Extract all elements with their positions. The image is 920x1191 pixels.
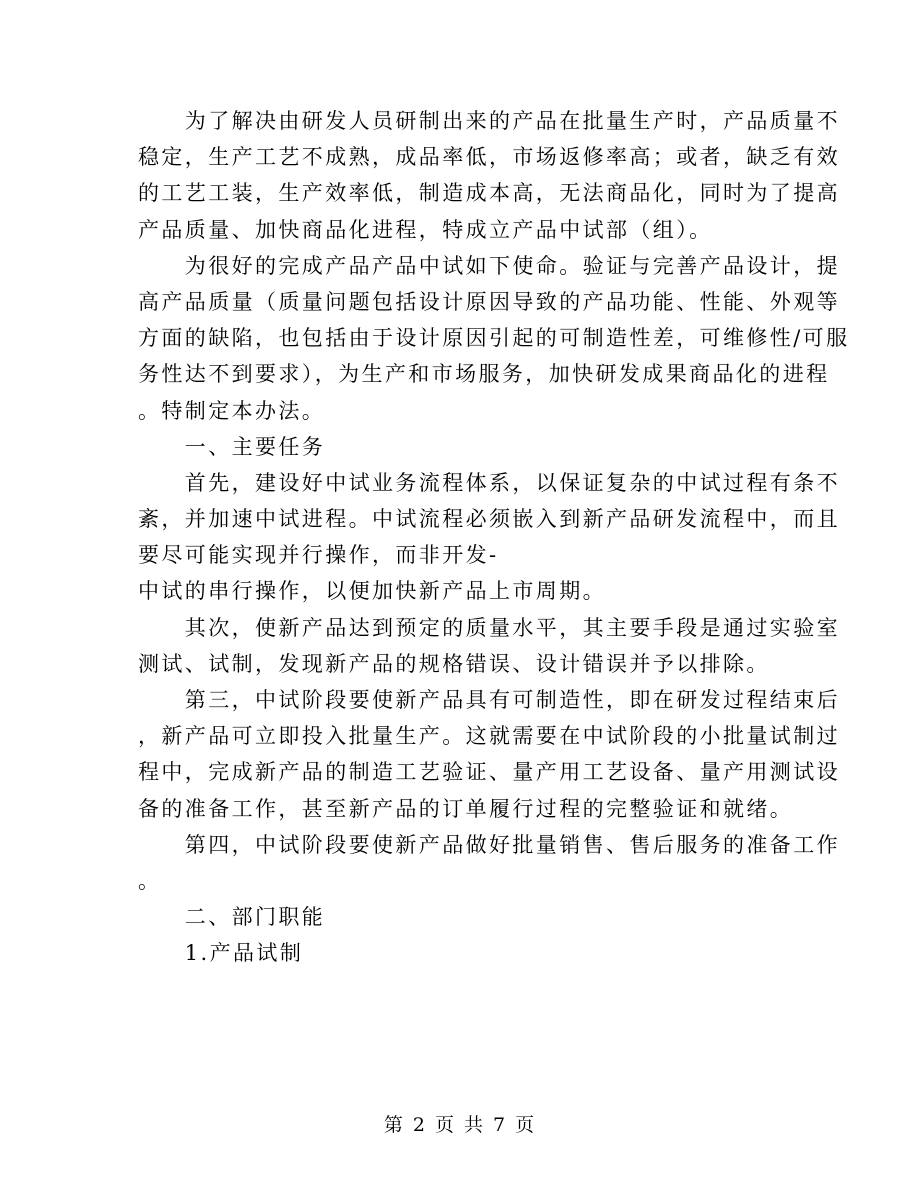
- section-heading-main-tasks: [138, 429, 788, 465]
- paragraph-mission: [138, 248, 850, 429]
- text-line: 一、主要任务: [138, 434, 326, 459]
- paragraph-task-fourth: [138, 827, 840, 899]
- text-line: 程中，完成新产品的制造工艺验证、量产用工艺设备、量产用测试设: [138, 760, 840, 785]
- text-line: 方面的缺陷，也包括由于设计原因引起的可制造性差，可维修性/可服: [138, 326, 850, 351]
- document-body: [138, 103, 850, 972]
- text-line: 的工艺工装，生产效率低，制造成本高，无法商品化，同时为了提高: [138, 181, 840, 206]
- paragraph-task-first: [138, 465, 840, 610]
- paragraph-task-second: [138, 610, 840, 682]
- text-line: 二、部门职能: [138, 905, 326, 930]
- text-line: 要尽可能实现并行操作，而非开发-: [138, 543, 499, 568]
- text-line: 1.产品试制: [138, 941, 304, 966]
- text-line: 其次，使新产品达到预定的质量水平，其主要手段是通过实验室: [138, 615, 840, 640]
- text-line: 紊，并加速中试进程。中试流程必须嵌入到新产品研发流程中，而且: [138, 507, 840, 532]
- text-line: 测试、试制，发现新产品的规格错误、设计错误并予以排除。: [138, 651, 770, 676]
- paragraph-task-third: [138, 682, 840, 827]
- subsection-heading-product-trial: [138, 935, 788, 971]
- text-line: 高产品质量（质量问题包括设计原因导致的产品功能、性能、外观等: [138, 289, 840, 314]
- text-line: 第三，中试阶段要使新产品具有可制造性，即在研发过程结束后: [138, 688, 840, 712]
- text-line: 中试的串行操作，以便加快新产品上市周期。: [138, 579, 606, 604]
- text-line: 第四，中试阶段要使新产品做好批量销售、售后服务的准备工作: [138, 832, 840, 857]
- text-line: 务性达不到要求），为生产和市场服务，加快研发成果商品化的进程: [138, 362, 830, 387]
- text-line: 备的准备工作，甚至新产品的订单履行过程的完整验证和就绪。: [138, 796, 794, 821]
- text-line: 产品质量、加快商品化进程，特成立产品中试部（组）。: [138, 217, 713, 242]
- page-number-footer: 第 2 页 共 7 页: [383, 1114, 537, 1136]
- paragraph-purpose: [138, 103, 840, 248]
- text-line: 首先，建设好中试业务流程体系，以保证复杂的中试过程有条不: [138, 470, 840, 495]
- text-line: ，新产品可立即投入批量生产。这就需要在中试阶段的小批量试制过: [138, 724, 840, 749]
- text-line: 稳定，生产工艺不成熟，成品率低，市场返修率高；或者，缺乏有效: [138, 145, 840, 170]
- text-line: 。特制定本办法。: [138, 398, 326, 423]
- text-line: 为很好的完成产品产品中试如下使命。验证与完善产品设计，提: [138, 253, 840, 278]
- section-heading-department-functions: [138, 899, 788, 935]
- text-line: 为了解决由研发人员研制出来的产品在批量生产时，产品质量不: [138, 109, 840, 133]
- text-line: 。: [138, 868, 162, 893]
